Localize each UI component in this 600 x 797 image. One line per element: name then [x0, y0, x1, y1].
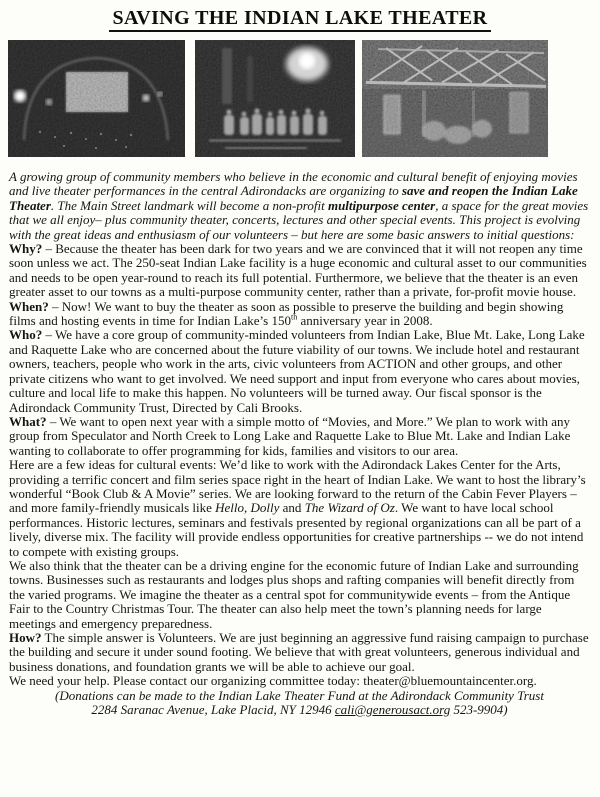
what-text: – We want to open next year with a simple motto of “Movies, and More.” We plan to work with any group from Speculator and North Creek to Long Lake and Raquette Lake to Blue Mt. Lake and Indian Lake wanting to collaborate to offer programming for kids, families and visitors to our area.	[9, 413, 571, 458]
intro-paragraph	[9, 170, 590, 242]
ideas-paragraph	[9, 458, 590, 559]
how-lead: How?	[9, 630, 42, 645]
page-title	[0, 6, 600, 30]
musical-title-hello-dolly: Hello, Dolly	[215, 500, 280, 516]
committee-email: theater@bluemountaincenter.org	[363, 673, 534, 689]
help-line	[9, 674, 590, 688]
intro-text-1: A growing group of community members who believe in the economic and cultural benefit of enjoying movies and live theater performances in the central Adirondacks are organizing to	[9, 169, 578, 199]
intro-bold-multipurpose: multipurpose center	[327, 197, 436, 213]
what-lead: What?	[9, 413, 47, 429]
donation-email: cali@generousact.org	[334, 702, 451, 718]
what-paragraph	[9, 415, 590, 458]
theater-interior-photo-art	[8, 40, 185, 157]
who-text: – We have a core group of community-minded volunteers from Indian Lake, Blue Mt. Lake, Long Lake and Raquette Lake who are concerned about the future viability of our towns. We include hotel and restaurant owners, teachers, people who work in the arts, civic volunteers from ACTION and other groups, and other private citizens who want to get involved. We need support and input from everyone who cares about movies, culture and local life to make this happen. No volunteers will be turned away. Our fiscal sponsor is the Adirondack Community Trust, Directed by Cali Brooks.	[9, 327, 585, 415]
when-lead: When?	[9, 298, 49, 314]
help-text-end: .	[533, 673, 537, 689]
who-paragraph	[9, 328, 590, 414]
intro-text-2: . The Main Street landmark will become a non-profit	[50, 197, 328, 213]
ordinal-superscript: th	[290, 312, 298, 322]
ideas-text-2: and	[279, 500, 305, 516]
theater-exterior-marquee-photo-art	[362, 40, 548, 157]
economy-text: We also think that the theater can be a driving engine for the economic future of Indian Lake and surrounding towns. Businesses such as restaurants and lodges plus shops and rafting companies will benefit directly from the varied programs. We imagine the theater as a central spot for communitywide events – from the Antique Fair to the Country Christmas Tour. The theater can also help meet the town’s planning needs for large meetings and emergency preparedness.	[9, 557, 579, 631]
who-lead: Who?	[9, 327, 43, 343]
donation-note-line1: (Donations can be made to the Indian Lake Theater Fund at the Adirondack Community Trust	[55, 687, 544, 703]
theater-exterior-marquee-photo	[362, 40, 548, 157]
why-paragraph	[9, 242, 590, 300]
economy-paragraph	[9, 559, 590, 631]
help-text: We need your help. Please contact our organizing committee today:	[9, 673, 364, 689]
how-paragraph	[9, 631, 590, 674]
when-text-1: – Now! We want to buy the theater as soon as possible to preserve the building and begin showing films and hosting events in time for Indian Lake’s 150	[9, 298, 564, 329]
theater-interior-photo	[8, 40, 185, 157]
donation-note-line2	[9, 703, 590, 717]
ideas-text-1: Here are a few ideas for cultural events: We’d like to work with the Adirondack Lakes Center for the Arts, providing a terrific concert and film series space right in the heart of Indian Lake. We want to host the library’s wonderful “Book Club & A Movie” series. We are looking forward to the return of the Cabin Fever Players – and more family-friendly musicals like	[9, 457, 586, 516]
page-title-text: SAVING THE INDIAN LAKE THEATER	[109, 7, 490, 32]
musical-title-wizard-of-oz: The Wizard of Oz	[304, 500, 395, 516]
why-lead: Why?	[9, 241, 43, 257]
photo-strip	[8, 40, 600, 157]
when-paragraph	[9, 300, 590, 329]
donation-address: 2284 Saranac Avenue, Lake Placid, NY 12946	[91, 702, 335, 718]
intro-bold-save-reopen: save and reopen the Indian Lake Theater	[9, 183, 578, 213]
donation-phone: 523-9904)	[450, 702, 508, 718]
stage-performance-photo	[195, 40, 355, 157]
when-text-2: anniversary year in 2008.	[297, 313, 433, 329]
stage-performance-photo-art	[195, 40, 355, 157]
ideas-text-3: . We want to have local school performances. Historic lectures, seminars and festivals presented by regional organizations can all be part of a lively, diverse mix. The facility will provide endless opportunities for creative partnerships -- we do not intend to compete with existing groups.	[9, 500, 584, 559]
flyer-body	[9, 170, 590, 717]
why-text: – Because the theater has been dark for two years and we are convinced that it will not reopen any time soon unless we act. The 250-seat Indian Lake facility is a huge economic and cultural asset to our communities and needs to be open year-round to reach its full potential. Furthermore, we believe that the theater is an even greater asset to our towns as a multi-purpose community center, rather than a private, for-profit movie house.	[9, 241, 587, 300]
intro-text-3: , a space for the great movies that we all enjoy– plus community theater, concerts, lectures and other special events. This project is evolving with the great ideas and enthusiasm of our volunteers – but here are some basic answers to initial questions:	[9, 197, 589, 242]
how-text: The simple answer is Volunteers. We are just beginning an aggressive fund raising campaign to purchase the building and secure it under sound footing. We believe that with great volunteers, generous individual and business donations, and foundation grants we will be able to achieve our goal.	[9, 630, 589, 674]
